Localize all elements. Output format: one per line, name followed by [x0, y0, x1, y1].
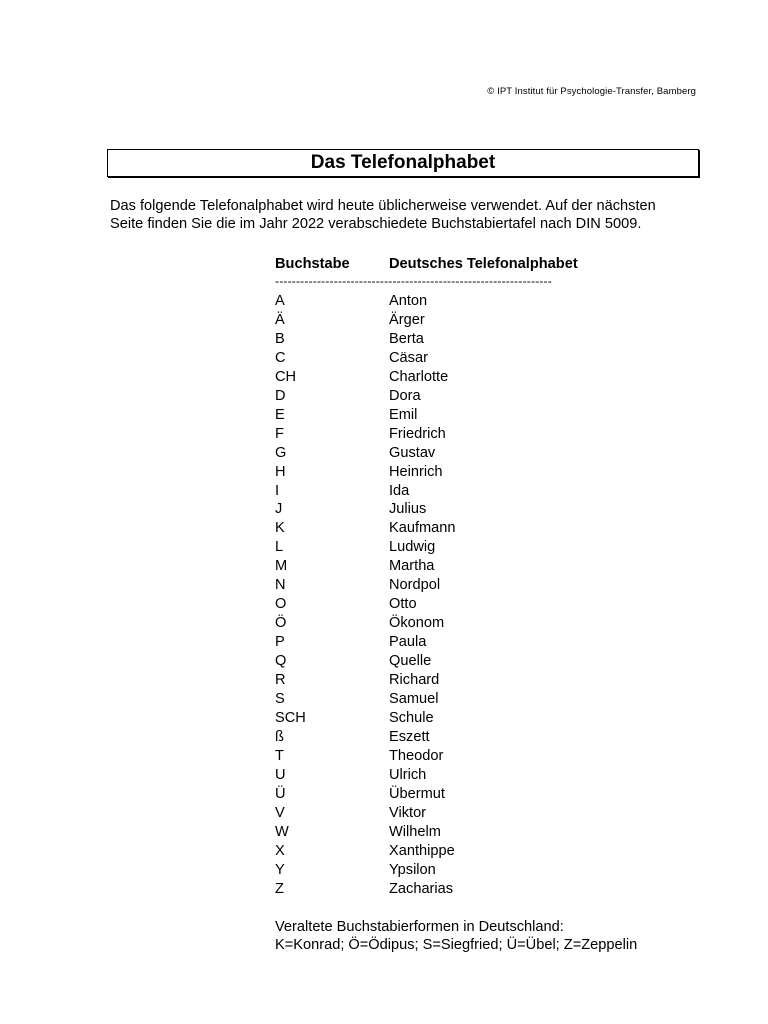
note-heading: Veraltete Buchstabierformen in Deutschland: — [275, 919, 564, 935]
table-row — [275, 728, 605, 747]
table-row — [275, 633, 605, 652]
word-cell: Ulrich — [389, 766, 427, 783]
word-cell: Martha — [389, 558, 435, 575]
letter-cell: F — [275, 425, 284, 442]
word-cell: Nordpol — [389, 577, 441, 594]
header-letter: Buchstabe — [275, 256, 350, 272]
table-row — [275, 823, 605, 842]
table-row — [275, 804, 605, 823]
letter-cell: W — [275, 823, 289, 840]
word-cell: Heinrich — [389, 463, 443, 480]
intro-paragraph — [110, 198, 720, 233]
intro-line-1: Das folgende Telefonalphabet wird heute üblicherweise verwendet. Auf der nächsten — [110, 198, 656, 214]
letter-cell: A — [275, 293, 285, 309]
table-row — [275, 292, 605, 311]
letter-cell: ß — [275, 728, 284, 745]
word-cell: Otto — [389, 596, 417, 613]
table-header — [275, 256, 605, 273]
letter-cell: SCH — [275, 709, 306, 726]
table-row — [275, 671, 605, 690]
table-row — [275, 690, 605, 709]
letter-cell: J — [275, 501, 283, 518]
letter-cell: O — [275, 596, 287, 613]
table-row — [275, 444, 605, 463]
word-cell: Übermut — [389, 785, 445, 802]
table-row — [275, 766, 605, 785]
letter-cell: T — [275, 747, 284, 764]
table-row — [275, 406, 605, 425]
copyright-notice: © IPT Institut für Psychologie-Transfer, Bamberg — [487, 86, 696, 97]
table-row — [275, 311, 605, 330]
word-cell: Wilhelm — [389, 823, 441, 840]
letter-cell: V — [275, 804, 285, 821]
letter-cell: P — [275, 634, 285, 651]
table-row — [275, 368, 605, 387]
word-cell: Quelle — [389, 653, 432, 670]
table-row — [275, 880, 605, 899]
title-box — [107, 149, 699, 177]
table-row — [275, 595, 605, 614]
word-cell: Xanthippe — [389, 842, 455, 859]
table-row — [275, 425, 605, 444]
letter-cell: CH — [275, 368, 297, 385]
letter-cell: Ö — [275, 615, 287, 632]
table-row — [275, 785, 605, 804]
table-row — [275, 614, 605, 633]
word-cell: Zacharias — [389, 880, 454, 897]
word-cell: Berta — [389, 330, 424, 347]
intro-line-2: Seite finden Sie die im Jahr 2022 verabschiedete Buchstabiertafel nach DIN 5009. — [110, 215, 642, 232]
table-row — [275, 538, 605, 557]
table-row — [275, 557, 605, 576]
letter-cell: Ä — [275, 311, 285, 328]
letter-cell: B — [275, 330, 285, 347]
word-cell: Julius — [389, 501, 427, 518]
table-row — [275, 500, 605, 519]
word-cell: Ökonom — [389, 615, 445, 632]
word-cell: Anton — [389, 293, 428, 309]
word-cell: Cäsar — [389, 349, 428, 366]
table-row — [275, 349, 605, 368]
letter-cell: R — [275, 672, 286, 689]
letter-cell: L — [275, 539, 284, 556]
table-body — [275, 292, 605, 899]
table-row — [275, 747, 605, 766]
word-cell: Ida — [389, 482, 410, 499]
letter-cell: U — [275, 766, 286, 783]
word-cell: Friedrich — [389, 425, 446, 442]
letter-cell: K — [275, 520, 285, 537]
letter-cell: Y — [275, 861, 285, 878]
outdated-forms-note — [275, 919, 637, 954]
table-row — [275, 330, 605, 349]
letter-cell: C — [275, 349, 286, 366]
table-row — [275, 463, 605, 482]
header-word: Deutsches Telefonalphabet — [389, 256, 578, 272]
letter-cell: I — [275, 482, 280, 499]
word-cell: Kaufmann — [389, 520, 456, 537]
word-cell: Eszett — [389, 728, 430, 745]
word-cell: Ludwig — [389, 539, 436, 556]
letter-cell: G — [275, 444, 287, 461]
word-cell: Viktor — [389, 804, 427, 821]
table-row — [275, 519, 605, 538]
word-cell: Samuel — [389, 691, 439, 708]
word-cell: Schule — [389, 709, 434, 726]
letter-cell: X — [275, 842, 285, 859]
note-text: K=Konrad; Ö=Ödipus; S=Siegfried; Ü=Übel; Z=Zeppelin — [275, 936, 638, 953]
letter-cell: S — [275, 691, 285, 708]
table-row — [275, 861, 605, 880]
table-row — [275, 709, 605, 728]
word-cell: Gustav — [389, 444, 436, 461]
letter-cell: Z — [275, 880, 284, 897]
word-cell: Emil — [389, 406, 418, 423]
table-row — [275, 842, 605, 861]
table-row — [275, 482, 605, 501]
alphabet-table — [275, 256, 605, 899]
word-cell: Theodor — [389, 747, 444, 764]
table-row — [275, 652, 605, 671]
word-cell: Richard — [389, 672, 440, 689]
letter-cell: D — [275, 387, 286, 404]
letter-cell: E — [275, 406, 285, 423]
table-row — [275, 387, 605, 406]
table-row — [275, 576, 605, 595]
word-cell: Dora — [389, 387, 421, 404]
word-cell: Ärger — [389, 311, 425, 328]
table-divider: ------------------------------------------------------------------ — [275, 275, 552, 288]
word-cell: Ypsilon — [389, 861, 436, 878]
letter-cell: Ü — [275, 785, 286, 802]
letter-cell: H — [275, 463, 286, 480]
page-title: Das Telefonalphabet — [310, 152, 496, 173]
word-cell: Paula — [389, 634, 427, 651]
letter-cell: Q — [275, 653, 287, 670]
letter-cell: M — [275, 558, 288, 575]
word-cell: Charlotte — [389, 368, 449, 385]
letter-cell: N — [275, 577, 286, 594]
